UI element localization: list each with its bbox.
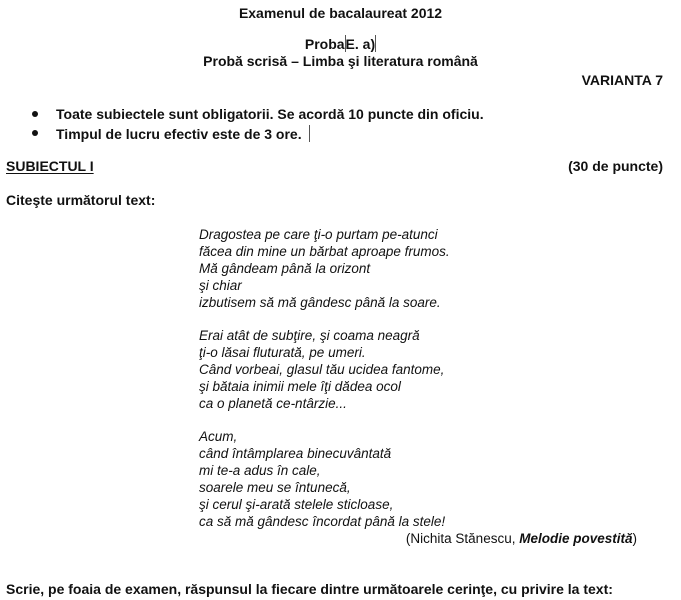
poem-line: Mă gândeam până la orizont [199,261,371,276]
read-instruction: Citeşte următorul text: [6,192,156,208]
exam-title: Examenul de bacalaureat 2012 [238,5,443,21]
poem-line: şi cerul şi-arată stelele sticloase, [199,497,394,512]
section-title [6,158,94,174]
poem-line: soarele meu se întunecă, [199,480,351,495]
rule-text-content: Timpul de lucru efectiv este de 3 ore. [56,126,302,142]
attribution-title: Melodie povestită [519,531,633,546]
proba-subtitle: Probă scrisă – Limba şi literatura română [203,53,478,69]
variant-label: VARIANTA 7 [581,72,663,88]
poem-line: Dragostea pe care ţi-o purtam pe-atunci [199,227,438,242]
poem-line: ca o planetă ce-ntârzie... [199,396,347,411]
poem-line: făcea din mine un bărbat aproape frumos. [199,244,450,259]
text-cursor-right [375,35,376,52]
section-points: (30 de puncte) [568,158,663,174]
proba-line [0,35,681,52]
proba-prefix: Proba [304,36,345,52]
text-cursor [309,125,310,142]
section-title-text: SUBIECTUL I [6,158,94,174]
poem-line: ţi-o lăsai fluturată, pe umeri. [199,345,366,360]
poem-line: când întâmplarea binecuvântată [199,446,392,461]
poem-line: Acum, [199,429,238,444]
poem-line: ca să mă gândesc încordat până la stele! [199,514,446,529]
poem-line: şi bătaia inimii mele îţi dădea ocol [199,379,401,394]
attribution-close: ) [632,531,637,546]
rule-text [56,125,310,142]
poem-line: izbutisem să mă gândesc până la soare. [199,295,441,310]
poem-line: Când vorbeai, glasul tău ucidea fantome, [199,362,445,377]
proba-code: E. a) [345,36,376,52]
rule-item [32,125,38,141]
poem-line: mi te-a adus în cale, [199,463,321,478]
rule-text: Toate subiectele sunt obligatorii. Se acordă 10 puncte din oficiu. [56,106,484,122]
attribution-author: (Nichita Stănescu, [405,531,520,546]
bullet-icon [32,111,38,117]
poem-attribution [406,531,637,546]
bullet-icon [32,130,38,136]
poem-line: Erai atât de subţire, şi coama neagră [199,328,420,343]
poem-line: şi chiar [199,278,242,293]
answer-instruction: Scrie, pe foaia de examen, răspunsul la fiecare dintre următoarele cerinţe, cu privire la text: [6,581,613,597]
rule-item [32,106,38,122]
